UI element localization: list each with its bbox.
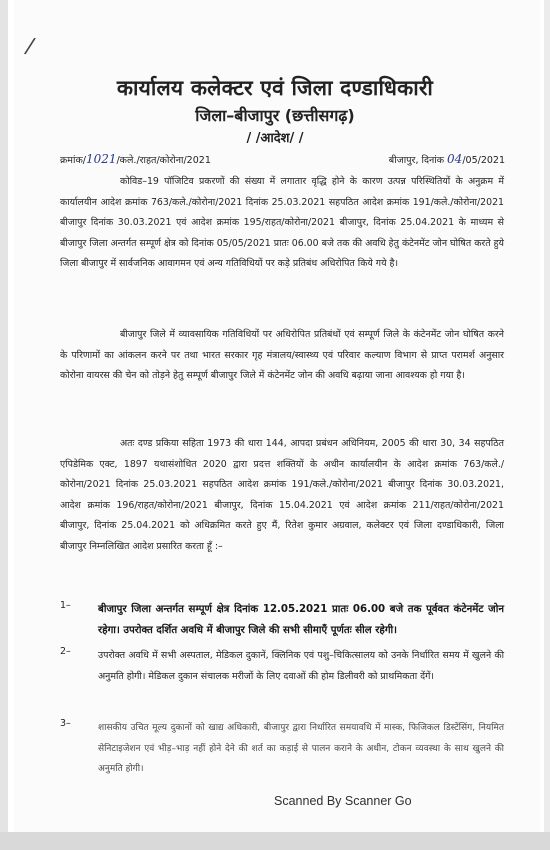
office-title: कार्यालय कलेक्टर एवं जिला दण्डाधिकारी [116,76,434,100]
district-title: जिला–बीजापुर (छत्तीसगढ़) [195,106,355,125]
item-text: उपरोक्त अवधि में सभी अस्पताल, मेडिकल दुकानें, क्लिनिक एवं पशु–चिकित्सालय को उनके निर्धारित समय में खुलने की अनुमति होगी। मेडिकल दुकान संचालक मरीजों के लिए दवाओं की होम डिलीवरी को प्राथमिकता देंगें। [98,650,504,682]
item-number: 1– [60,600,71,611]
date-rest: /05/2021 [462,155,505,166]
kramank-label: क्रमांक/ [60,155,86,166]
kramank-number: 1021 [85,152,117,166]
paragraph-3: अतः दण्ड प्रकिया सहिता 1973 की धारा 144, आपदा प्रबंधन अधिनियम, 2005 की धारा 30, 34 सहपठित एपिडेमिक एक्ट, 1897 यथासंशोधित 2020 द्वारा प्रदत्त शक्तियों के अधीन कार्यालयीन के आदेश क्रमांक 763/कले./कोरोना/2021 दिनांक 25.03.2021 सहपठित आदेश क्रमांक 191/कले./कोरोना/2021 बीजापुर दिनांक 30.03.2021, आदेश क्रमांक 196/राहत/कोरोना/2021 बीजापुर, दिनांक 15.04.2021 एवं आदेश क्रमांक 211/राहत/कोरोना/2021 बीजापुर, दिनांक 25.04.2021 को अधिक्रमित करते हुए मैं, रितेश कुमार अग्रवाल, कलेक्टर एवं जिला दण्डाधिकारी, जिला बीजापुर निम्नलिखित आदेश प्रसारित करता हूँ :– [60,438,504,552]
reference-date [389,152,505,166]
item-number: 2– [60,646,71,657]
scan-bottom-band [0,832,550,850]
scanner-watermark: Scanned By Scanner Go [274,794,412,808]
item-text: बीजापुर जिला अन्तर्गत सम्पूर्ण क्षेत्र दिनांक 12.05.2021 प्रातः 06.00 बजे तक पूर्ववत कंटेनमेंट जोन रहेगा। उपरोक्त दर्शित अवधि में बीजापुर जिले की सभी सीमाएँ पूर्णतः सील रहेगी। [98,604,504,636]
date-label: बीजापुर, दिनांक [388,155,445,166]
date-day: 04 [447,152,463,166]
order-heading: / /आदेश/ / [246,131,304,146]
paragraph-2: बीजापुर जिले में व्यावसायिक गतिविधियों पर अधिरोपित प्रतिबंधों एवं सम्पूर्ण जिले के कंटेनमेंट जोन घोषित करने के परिणामों का आंकलन करने पर तथा भारत सरकार गृह मंत्रालय/स्वास्थ्य एवं परिवार कल्याण विभाग से प्राप्त परामर्श अनुसार कोरोना वायरस की चेन को तोड़ने हेतु सम्पूर्ण बीजापुर जिले में कंटेनमेंट जोन की अवधि बढ़ाया जाना आवश्यक हो गया है। [60,329,504,381]
reference-line [60,150,505,168]
reference-number [60,152,211,166]
paragraph-1: कोविड–19 पॉजिटिव प्रकरणों की संख्या में लगातार वृद्धि होने के कारण उत्पन्न परिस्थितियों के अनुक्रम में कार्यालयीन आदेश क्रमांक 763/कले./कोरोना/2021 दिनांक 25.03.2021 सहपठित आदेश क्रमांक 191/कले./कोरोना/2021 बीजापुर दिनांक 30.03.2021 एवं आदेश क्रमांक 195/राहत/कोरोना/2021 बीजापुर, दिनांक 25.04.2021 के माध्यम से बीजापुर जिला अन्तर्गत सम्पूर्ण क्षेत्र को दिनांक 05/05/2021 प्रातः 06.00 बजे तक की अवधि हेतु कंटेनमेंट जोन घोषित करते हुये जिला बीजापुर में सार्वजनिक आवागमन एवं अन्य गतिविधियों पर कड़े प्रतिबंध अधिरोपित किये गये है। [60,176,504,269]
handwritten-mark: / [22,33,37,60]
file-reference: /कले./राहत/कोरोना/2021 [116,155,211,166]
item-number: 3– [60,718,71,729]
item-text: शासकीय उचित मूल्य दुकानों को खाद्य अधिकारी, बीजापुर द्वारा निर्धारित समयावधि में मास्क, फिजिकल डिस्टेंसिंग, नियमित सेनिटाइजेशन एवं भीड़–भाड़ नहीं होने देने की शर्त का कड़ाई से पालन कराने के अधीन, टोकन व्यवस्था के साथ खुलने की अनुमति होगी। [98,723,504,774]
